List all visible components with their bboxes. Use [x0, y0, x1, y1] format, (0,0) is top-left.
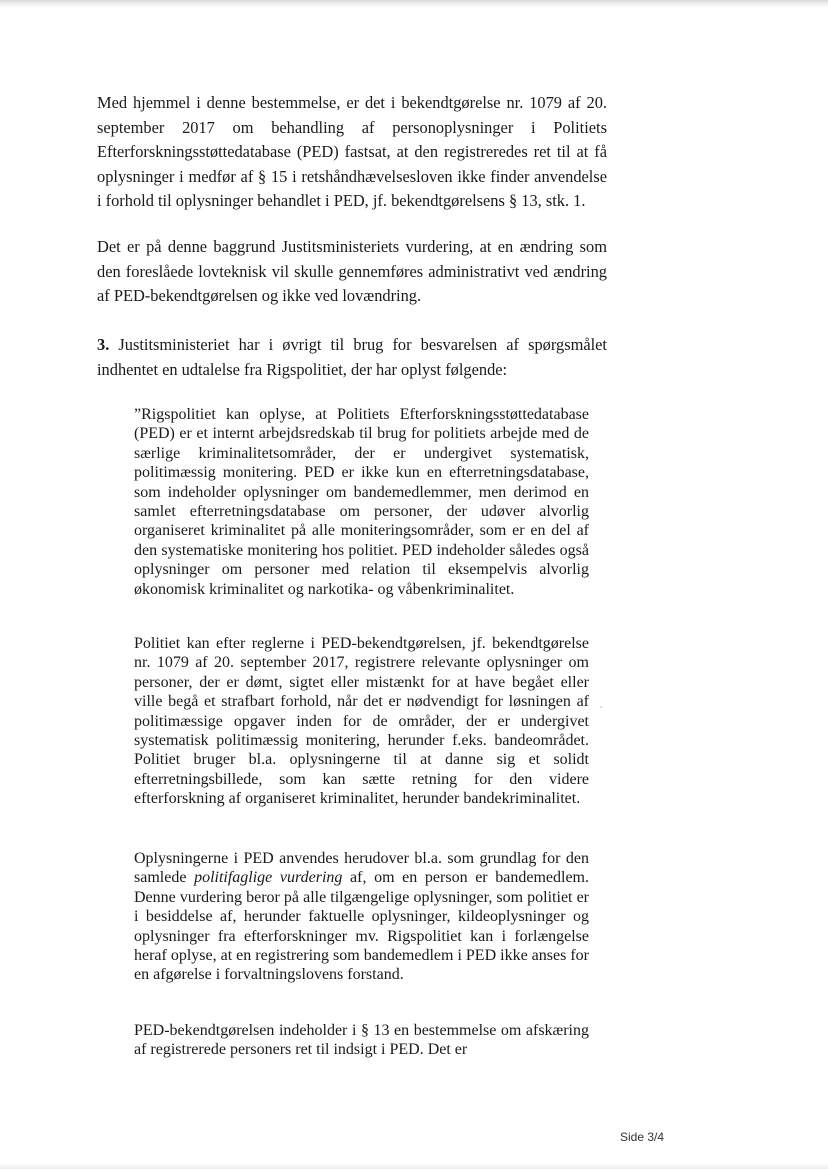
section-3-paragraph: [97, 333, 607, 382]
section-3-text: Justitsministeriet har i øvrigt til brug for besvarelsen af spørgsmålet indhentet en udtalelse fra Rigspolitiet, der har oplyst følgende:: [97, 335, 607, 379]
paragraph-ped-legal-basis: Med hjemmel i denne bestemmelse, er det i bekendtgørelse nr. 1079 af 20. september 2017 om behandling af personoplysninger i Politiets Efterforskningsstøttedatabase (PED) fastsat, at den registreredes ret til at få oplysninger i medfør af § 15 i retshåndhævelsesloven ikke finder anvendelse i forhold til oplysninger behandlet i PED, jf. bekendtgørelsens § 13, stk. 1.: [97, 93, 607, 210]
scan-edge-bottom: [0, 1163, 828, 1169]
paragraph-ministry-assessment: Det er på denne baggrund Justitsministeriets vurdering, at en ændring som den foreslåede lovteknisk vil skulle gennemføres administrativt ved ændring af PED-bekendtgørelsen og ikke ved lovændring.: [97, 237, 607, 305]
scan-edge-top: [0, 0, 828, 8]
scan-speck: [600, 706, 602, 708]
quote-paragraph-1: ”Rigspolitiet kan oplyse, at Politiets Efterforskningsstøttedatabase (PED) er et internt arbejdsredskab til brug for politiets arbejde med de særlige kriminalitetsområder, der er undergivet systematisk, politimæssig monitering. PED er ikke kun en efterretningsdatabase, som indeholder oplysninger om bandemedlemmer, men derimod en samlet efterretningsdatabase om personer, der udøver alvorlig organiseret kriminalitet på alle moniteringsområder, som er en del af den systematiske monitering hos politiet. PED indeholder således også oplysninger om personer med relation til eksempelvis alvorlig økonomisk kriminalitet og narkotika- og våbenkriminalitet.: [134, 406, 589, 598]
quote-p3-emphasis: politifaglige vurdering: [194, 869, 343, 887]
quote-paragraph-3: [134, 849, 589, 985]
quote-p3-text-end: af, om en person er bandemedlem. Denne vurdering beror på alle tilgængelige oplysninger, som politiet er i besiddelse af, herunder faktuelle oplysninger, kildeoplysninger og oplysninger fra efterforskninger mv. Rigspolitiet kan i forlængelse heraf oplyse, at en registrering som bandemedlem i PED ikke anses for en afgørelse i forvaltningslovens forstand.: [134, 869, 589, 984]
quote-p3-text-start: Oplysningerne i PED anvendes herudover bl.a. som grundlag for den samlede: [134, 850, 589, 887]
page-number: Side 3/4: [620, 1130, 665, 1144]
quote-paragraph-2: Politiet kan efter reglerne i PED-bekendtgørelsen, jf. bekendtgørelse nr. 1079 af 20. september 2017, registrere relevante oplysninger om personer, der er dømt, sigtet eller mistænkt for at have begået eller ville begå et strafbart forhold, når det er nødvendigt for løsningen af politimæssige opgaver inden for de områder, der er undergivet systematisk politimæssig monitering, herunder f.eks. bandeområdet. Politiet bruger bl.a. oplysningerne til at danne sig et solidt efterretningsbillede, som kan sætte retning for den videre efterforskning af organiseret kriminalitet, herunder bandekriminalitet.: [134, 635, 589, 808]
section-number: 3.: [97, 335, 110, 354]
quote-paragraph-4: PED-bekendtgørelsen indeholder i § 13 en bestemmelse om afskæring af registrerede personers ret til indsigt i PED. Det er: [134, 1022, 589, 1059]
